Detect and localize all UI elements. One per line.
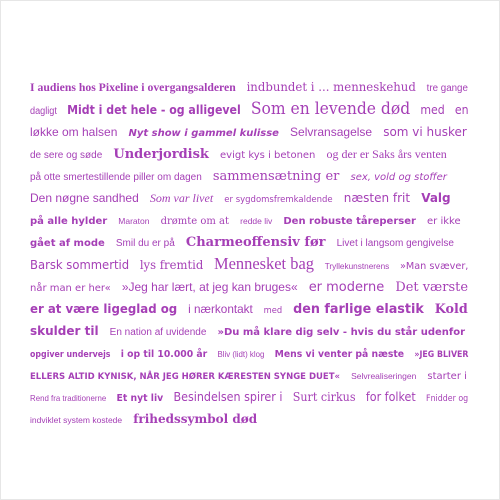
- poem-phrase: ELLERS ALTID KYNISK, NÅR JEG HØRER KÆRESTEN SYNGE DUET«: [30, 372, 340, 382]
- poem-phrase: Den robuste tåreperser: [283, 216, 416, 227]
- poem-phrase: på otte smertestillende piller om dagen: [30, 172, 202, 183]
- poem-phrase: løkke om halsen: [30, 125, 118, 139]
- poem-line: [30, 253, 469, 276]
- poem-phrase: Det værste: [395, 280, 469, 295]
- poem-phrase: »Jeg har lært, at jeg kan bruges«: [121, 280, 298, 294]
- poem-phrase: evigt kys i betonen: [220, 150, 316, 161]
- poem-phrase: er ikke: [427, 216, 461, 227]
- poem-phrase: Fnidder og: [426, 394, 469, 404]
- poem-phrase: Midt i det hele - og alligevel: [67, 103, 241, 117]
- poem-phrase: når man er her«: [30, 283, 111, 294]
- cut-up-poem: [30, 76, 474, 429]
- poem-line: [30, 320, 474, 342]
- poem-phrase: Underjordisk: [113, 147, 209, 162]
- poem-phrase: »Man svæver,: [399, 261, 469, 272]
- poem-phrase: Barsk sommertid: [30, 258, 130, 272]
- poem-phrase: i op til 10.000 år: [120, 349, 208, 360]
- poem-line: [30, 165, 474, 187]
- poem-phrase: Selvrealiseringen: [351, 371, 417, 381]
- poem-phrase: opgiver undervejs: [30, 350, 111, 360]
- poem-phrase: de sere og søde: [30, 150, 103, 161]
- poem-phrase: Nyt show i gammel kulisse: [128, 128, 279, 139]
- poem-line: [30, 342, 469, 364]
- poem-phrase: Mennesket bag: [213, 254, 314, 273]
- poem-phrase: Et nyt liv: [116, 393, 164, 404]
- poem-phrase: tre gange: [426, 83, 468, 94]
- poem-line: [30, 231, 474, 253]
- poem-line: [30, 276, 473, 298]
- poem-phrase: frihedssymbol død: [133, 412, 258, 426]
- poem-phrase: er moderne: [308, 280, 385, 295]
- poem-phrase: »Du må klare dig selv - hvis du står udenfor: [217, 327, 466, 338]
- poem-line: [30, 364, 474, 386]
- poem-phrase: på alle hylder: [30, 216, 108, 227]
- poem-phrase: Besindelsen spirer i: [173, 390, 283, 404]
- poem-phrase: med: [263, 306, 283, 316]
- poem-phrase: sex, vold og stoffer: [350, 172, 447, 183]
- poem-phrase: Rend fra traditionerne: [30, 393, 107, 403]
- poem-line: [30, 98, 469, 121]
- poem-phrase: i nærkontakt: [188, 302, 253, 316]
- poem-phrase: næsten frit: [343, 191, 411, 205]
- poem-line: [30, 408, 474, 429]
- poem-phrase: og der er Saks års venten: [326, 147, 447, 161]
- poem-phrase: Den nøgne sandhed: [30, 191, 139, 205]
- poem-phrase: den farlige elastik: [293, 302, 424, 317]
- poem-line: [30, 209, 474, 231]
- poem-phrase: sammensætning er: [212, 169, 340, 184]
- poem-phrase: I audiens hos Pixeline i overgangsalderen: [30, 80, 236, 94]
- poem-phrase: for folket: [365, 390, 416, 404]
- poem-phrase: redde liv: [240, 216, 273, 226]
- poem-phrase: Surt cirkus: [292, 390, 356, 404]
- poem-phrase: Livet i langsom gengivelse: [336, 238, 454, 249]
- poem-phrase: Smil du er på: [115, 238, 175, 249]
- poem-line: [30, 298, 468, 320]
- poem-phrase: »JEG BLIVER: [414, 350, 469, 360]
- poem-phrase: Som en levende død: [250, 99, 411, 119]
- poem-phrase: en: [454, 103, 469, 117]
- poem-phrase: dagligt: [30, 106, 57, 117]
- poem-phrase: Maraton: [118, 216, 150, 226]
- poem-phrase: indbundet i ... menneskehud: [246, 80, 416, 94]
- poem-phrase: gået af mode: [30, 238, 105, 249]
- poem-phrase: Mens vi venter på næste: [274, 349, 405, 360]
- poem-line: [30, 386, 469, 408]
- poem-phrase: Selvransagelse: [290, 125, 373, 139]
- poem-phrase: starter i: [427, 371, 467, 382]
- poem-phrase: med: [420, 103, 445, 117]
- poem-phrase: lys fremtid: [139, 258, 204, 272]
- poem-phrase: er sygdomsfremkaldende: [224, 195, 333, 205]
- poem-line: [30, 121, 474, 143]
- poem-phrase: Bliv (lidt) klog: [217, 349, 265, 359]
- poem-phrase: Kold: [434, 302, 468, 317]
- poem-phrase: indviklet system kostede: [30, 415, 123, 425]
- poem-phrase: som vi husker: [383, 125, 467, 139]
- poem-phrase: drømte om at: [160, 216, 230, 227]
- poem-line: [30, 143, 474, 165]
- poem-phrase: Tryllekunstnerens: [324, 261, 390, 271]
- poem-line: [30, 76, 468, 98]
- poem-phrase: Charmeoffensiv før: [185, 235, 326, 250]
- poem-phrase: En nation af uvidende: [109, 327, 207, 338]
- poem-phrase: Valg: [421, 191, 451, 205]
- poem-phrase: er at være ligeglad og: [30, 302, 178, 316]
- poem-phrase: skulder til: [30, 324, 99, 338]
- poem-line: [30, 187, 474, 209]
- poem-phrase: Som var livet: [149, 191, 214, 205]
